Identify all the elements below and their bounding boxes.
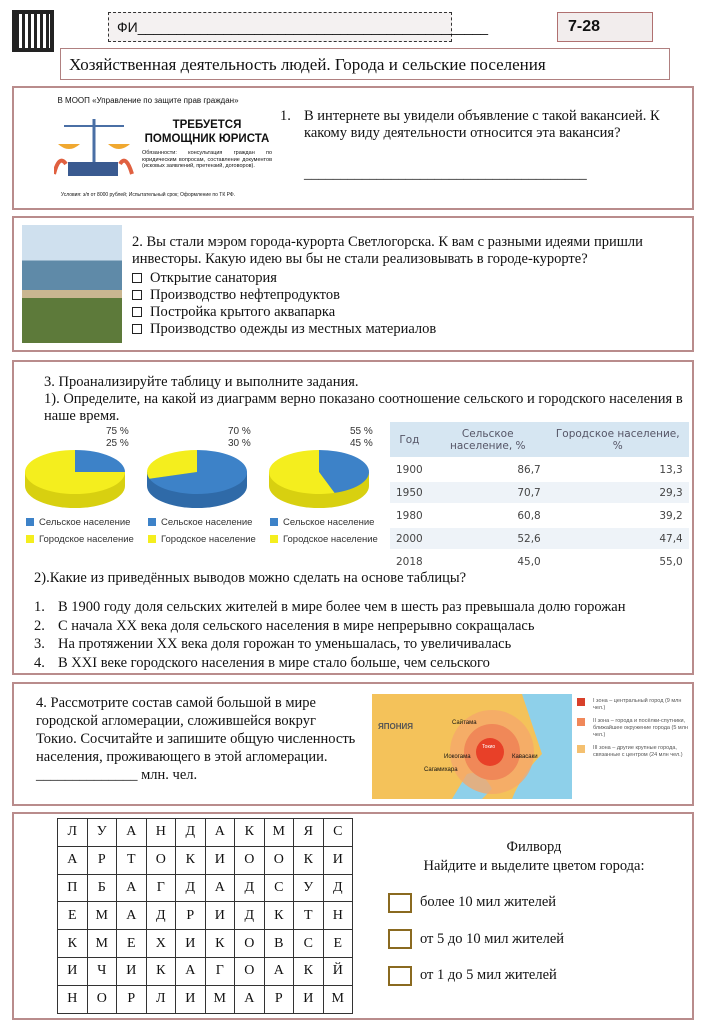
conclusion-text: На протяжении XX века доля горожан то уменьшалась, то увеличивалась bbox=[58, 636, 512, 652]
legend-label: Сельское население bbox=[39, 517, 131, 528]
grid-cell[interactable]: К bbox=[294, 957, 324, 985]
pie-data-label: 75 % bbox=[106, 426, 129, 437]
grid-cell[interactable]: О bbox=[146, 846, 176, 874]
grid-cell[interactable]: Б bbox=[87, 874, 117, 902]
grid-cell[interactable]: М bbox=[87, 902, 117, 930]
question-1 bbox=[12, 86, 694, 210]
sheet-number: 7-28 bbox=[557, 12, 653, 42]
ad-headline: ТРЕБУЕТСЯ bbox=[172, 119, 242, 131]
grid-cell[interactable]: Й bbox=[323, 957, 353, 985]
legend-swatch bbox=[148, 518, 156, 526]
map-label-country: ЯПОНИЯ bbox=[378, 722, 413, 731]
grid-cell[interactable]: И bbox=[176, 930, 206, 958]
legend-swatch bbox=[270, 535, 278, 543]
grid-cell[interactable]: Е bbox=[323, 930, 353, 958]
conclusion-item: 1. В 1900 году доля сельских жителей в мире более чем в шесть раз превышала долю горожан bbox=[34, 599, 626, 615]
grid-cell[interactable]: А bbox=[117, 819, 147, 847]
conclusion-text: С начала XX века доля сельского населения в мире непрерывно сокращалась bbox=[58, 617, 535, 634]
category-label: более 10 мил жителей bbox=[420, 894, 557, 910]
question-text: 2. Вы стали мэром города-курорта Светлогорска. К вам с разными идеями пришли инвесторы. Какую идею вы бы не стали реализовывать в городе-курорте? bbox=[132, 234, 643, 267]
ad-org: В МООП «Управление по защите прав граждан» bbox=[57, 96, 239, 105]
grid-cell[interactable]: Д bbox=[235, 902, 265, 930]
grid-cell[interactable]: А bbox=[235, 985, 265, 1013]
table-row bbox=[390, 504, 689, 527]
grid-cell[interactable]: К bbox=[205, 930, 235, 958]
grid-cell[interactable]: Д bbox=[323, 874, 353, 902]
pie-legend bbox=[26, 514, 134, 548]
color-box[interactable] bbox=[388, 966, 412, 986]
table-cell: 52,6 bbox=[429, 527, 547, 550]
task-1: 1). Определите, на какой из диаграмм верно показано соотношение сельского и городского населения в наше время. bbox=[44, 391, 683, 424]
tokyo-map bbox=[372, 694, 694, 799]
option-label: Постройка крытого аквапарка bbox=[150, 304, 336, 320]
fillword-grid bbox=[57, 818, 353, 1014]
fillword-subtitle: Найдите и выделите цветом города: bbox=[423, 858, 645, 874]
pie-charts bbox=[20, 426, 390, 546]
pie-chart bbox=[142, 426, 262, 546]
category-label: от 1 до 5 мил жителей bbox=[420, 967, 557, 984]
table-row bbox=[390, 458, 689, 481]
legend-label: Сельское население bbox=[161, 517, 253, 528]
legend-label: Городское население bbox=[161, 534, 256, 545]
ad-terms: Условия: з/п от 8000 рублей; Испытательный срок; Оформление по ТК РФ. bbox=[60, 192, 236, 198]
legend-swatch bbox=[270, 518, 278, 526]
grid-cell[interactable]: М bbox=[205, 985, 235, 1013]
grid-cell[interactable]: С bbox=[264, 874, 294, 902]
grid-cell[interactable]: К bbox=[235, 819, 265, 847]
grid-cell[interactable]: Х bbox=[146, 930, 176, 958]
category-item[interactable] bbox=[388, 965, 564, 986]
grid-cell[interactable]: Г bbox=[146, 874, 176, 902]
grid-cell[interactable]: К bbox=[58, 930, 88, 958]
grid-cell[interactable]: К bbox=[146, 957, 176, 985]
grid-cell[interactable]: Н bbox=[323, 902, 353, 930]
grid-cell[interactable]: О bbox=[87, 985, 117, 1013]
header-cell: Городское население, % bbox=[547, 422, 689, 458]
fillword-title: Филворд bbox=[506, 839, 562, 855]
table-row bbox=[390, 527, 689, 550]
pie-data-label: 45 % bbox=[350, 438, 373, 449]
grid-cell[interactable]: А bbox=[117, 902, 147, 930]
table-cell: 1950 bbox=[390, 481, 429, 504]
legend-item bbox=[148, 514, 256, 531]
legend-swatch bbox=[26, 535, 34, 543]
map-graphic bbox=[372, 694, 572, 799]
checkbox[interactable] bbox=[132, 273, 142, 283]
grid-cell[interactable]: И bbox=[117, 957, 147, 985]
legend-text: III зона – другие крупные города, связанные с центром (24 млн чел.) bbox=[593, 745, 683, 758]
legend-swatch bbox=[577, 718, 585, 726]
grid-row bbox=[58, 846, 353, 874]
pie-data-label: 30 % bbox=[228, 438, 251, 449]
grid-cell[interactable]: А bbox=[58, 846, 88, 874]
grid-cell[interactable]: А bbox=[205, 819, 235, 847]
task-2: 2).Какие из приведённых выводов можно сделать на основе таблицы? bbox=[34, 570, 467, 586]
grid-cell[interactable]: Д bbox=[235, 874, 265, 902]
grid-cell[interactable]: А bbox=[264, 957, 294, 985]
grid-cell[interactable]: И bbox=[323, 846, 353, 874]
question-2 bbox=[12, 216, 694, 352]
grid-cell[interactable]: Я bbox=[294, 819, 324, 847]
table-header-row bbox=[390, 422, 689, 458]
grid-row bbox=[58, 957, 353, 985]
grid-row bbox=[58, 902, 353, 930]
question-4 bbox=[12, 682, 694, 806]
grid-cell[interactable]: О bbox=[235, 957, 265, 985]
grid-row bbox=[58, 985, 353, 1013]
option[interactable] bbox=[132, 287, 436, 304]
option-label: Производство нефтепродуктов bbox=[150, 287, 340, 303]
category-item[interactable] bbox=[388, 929, 564, 950]
grid-row bbox=[58, 930, 353, 958]
grid-cell[interactable]: Л bbox=[58, 819, 88, 847]
grid-cell[interactable]: М bbox=[87, 930, 117, 958]
grid-cell[interactable]: О bbox=[235, 846, 265, 874]
name-field[interactable]: ФИ_____________________________________________ bbox=[108, 12, 452, 42]
option[interactable] bbox=[132, 321, 436, 338]
pie-data-label: 70 % bbox=[228, 426, 251, 437]
table-cell: 39,2 bbox=[547, 504, 689, 527]
legend-item bbox=[26, 514, 134, 531]
answer-field[interactable]: ______________ млн. чел. bbox=[36, 767, 198, 783]
ad-headline-2: ПОМОЩНИК ЮРИСТА bbox=[144, 133, 270, 145]
grid-cell[interactable]: Т bbox=[117, 846, 147, 874]
legend-item bbox=[148, 531, 256, 548]
grid-cell[interactable]: А bbox=[176, 957, 206, 985]
grid-cell[interactable]: Г bbox=[205, 957, 235, 985]
table-cell: 29,3 bbox=[547, 481, 689, 504]
population-table bbox=[390, 422, 689, 573]
grid-row bbox=[58, 874, 353, 902]
legend-item bbox=[270, 531, 378, 548]
grid-cell[interactable]: В bbox=[264, 930, 294, 958]
table-cell: 86,7 bbox=[429, 458, 547, 481]
question-number: 1. bbox=[280, 108, 291, 124]
grid-cell[interactable]: Р bbox=[264, 985, 294, 1013]
table-cell: 1980 bbox=[390, 504, 429, 527]
grid-cell[interactable]: К bbox=[264, 902, 294, 930]
category-item[interactable] bbox=[388, 892, 564, 913]
category-label: от 5 до 10 мил жителей bbox=[420, 930, 565, 947]
qr-code-icon bbox=[12, 10, 54, 52]
table-cell: 70,7 bbox=[429, 481, 547, 504]
legend-swatch bbox=[26, 518, 34, 526]
grid-cell[interactable]: Л bbox=[146, 985, 176, 1013]
pie-chart bbox=[264, 426, 384, 546]
table-cell: 47,4 bbox=[547, 527, 689, 550]
map-label-city: Сагамихара bbox=[424, 767, 458, 773]
pie-legend bbox=[148, 514, 256, 548]
grid-cell[interactable]: С bbox=[323, 819, 353, 847]
checkbox[interactable] bbox=[132, 324, 142, 334]
conclusion-item: 3. На протяжении XX века доля горожан то уменьшалась, то увеличивалась bbox=[34, 636, 512, 652]
question-intro: 3. Проанализируйте таблицу и выполните задания. bbox=[44, 374, 359, 390]
grid-cell[interactable]: А bbox=[117, 874, 147, 902]
question-text: В интернете вы увидели объявление с такой вакансией. К какому виду деятельности относится эта вакансия? bbox=[304, 108, 660, 141]
legend-label: Городское население bbox=[39, 534, 134, 545]
option-label: Открытие санатория bbox=[150, 270, 277, 286]
conclusion-item: 4. В XXI веке городского населения в мире стало больше, чем сельского bbox=[34, 654, 490, 671]
coast-photo bbox=[22, 225, 122, 343]
grid-cell[interactable]: Р bbox=[87, 846, 117, 874]
legend-swatch bbox=[577, 698, 585, 706]
grid-cell[interactable]: К bbox=[294, 846, 324, 874]
grid-cell[interactable]: Ч bbox=[87, 957, 117, 985]
legend-item bbox=[26, 531, 134, 548]
grid-cell[interactable]: Т bbox=[294, 902, 324, 930]
grid-cell[interactable]: И bbox=[205, 902, 235, 930]
grid-cell[interactable]: У bbox=[294, 874, 324, 902]
map-label-city: Кавасаки bbox=[512, 754, 538, 760]
grid-cell[interactable]: К bbox=[176, 846, 206, 874]
legend-item bbox=[270, 514, 378, 531]
legend-swatch bbox=[577, 745, 585, 753]
option-label: Производство одежды из местных материалов bbox=[150, 321, 437, 337]
grid-cell[interactable]: Н bbox=[146, 819, 176, 847]
legend-text: II зона – города и посёлки-спутники, ближайшее окружение города (5 млн чел.) bbox=[593, 718, 688, 738]
grid-cell[interactable]: М bbox=[264, 819, 294, 847]
grid-cell[interactable]: Д bbox=[146, 902, 176, 930]
table-cell: 2018 bbox=[390, 550, 429, 573]
grid-cell[interactable]: У bbox=[87, 819, 117, 847]
pie-legend bbox=[270, 514, 378, 548]
grid-cell[interactable]: Е bbox=[58, 902, 88, 930]
option[interactable] bbox=[132, 304, 436, 321]
scales-of-justice-icon bbox=[54, 114, 134, 184]
grid-row bbox=[58, 819, 353, 847]
grid-cell[interactable]: И bbox=[176, 985, 206, 1013]
question-5 bbox=[12, 812, 694, 1020]
pie-chart bbox=[20, 426, 140, 546]
ad-duties: Обязанности: консультация граждан по юридическим вопросам, составление документов (исковых заявлений, претензий, договоров). bbox=[142, 150, 272, 169]
grid-cell[interactable]: Р bbox=[117, 985, 147, 1013]
grid-cell[interactable]: М bbox=[323, 985, 353, 1013]
header-cell: Год bbox=[390, 422, 429, 458]
grid-cell[interactable]: С bbox=[294, 930, 324, 958]
answer-line[interactable]: _______________________________________ bbox=[304, 166, 587, 182]
grid-cell[interactable]: О bbox=[235, 930, 265, 958]
option[interactable] bbox=[132, 270, 436, 287]
pie-data-label: 55 % bbox=[350, 426, 373, 437]
legend-text: I зона – центральный город (9 млн чел.) bbox=[593, 698, 682, 711]
question-text: 4. Рассмотрите состав самой большой в мире городской агломерации, сложившейся вокруг Токио. Сосчитайте и запишите общую численность населения, проживающего в этой агломерации. bbox=[36, 695, 356, 765]
grid-cell[interactable]: Р bbox=[176, 902, 206, 930]
grid-cell[interactable]: П bbox=[58, 874, 88, 902]
table-cell: 1900 bbox=[390, 458, 429, 481]
table-row bbox=[390, 481, 689, 504]
question-3 bbox=[12, 360, 694, 675]
grid-cell[interactable]: И bbox=[58, 957, 88, 985]
job-ad-image bbox=[24, 92, 272, 206]
legend-label: Городское население bbox=[283, 534, 378, 545]
table-cell: 2000 bbox=[390, 527, 429, 550]
grid-cell[interactable]: А bbox=[205, 874, 235, 902]
pie-data-label: 25 % bbox=[106, 438, 129, 449]
grid-cell[interactable]: И bbox=[294, 985, 324, 1013]
grid-cell[interactable]: Д bbox=[176, 819, 206, 847]
header-cell: Сельское население, % bbox=[429, 422, 547, 458]
conclusion-item: 2. С начала XX века доля сельского населения в мире непрерывно сокращалась bbox=[34, 617, 535, 634]
map-label-city: Сайтама bbox=[452, 720, 477, 726]
conclusion-text: В 1900 году доля сельских жителей в мире более чем в шесть раз превышала долю горожан bbox=[58, 599, 626, 615]
grid-cell[interactable]: Е bbox=[117, 930, 147, 958]
grid-cell[interactable]: О bbox=[264, 846, 294, 874]
legend-swatch bbox=[148, 535, 156, 543]
pie-slice-rural bbox=[75, 450, 125, 472]
conclusion-text: В XXI веке городского населения в мире стало больше, чем сельского bbox=[58, 654, 490, 671]
grid-cell[interactable]: И bbox=[205, 846, 235, 874]
legend-label: Сельское население bbox=[283, 517, 375, 528]
map-label-city: Иокогама bbox=[444, 754, 471, 760]
checkbox[interactable] bbox=[132, 290, 142, 300]
table-cell: 55,0 bbox=[547, 550, 689, 573]
color-box[interactable] bbox=[388, 929, 412, 949]
page-title: Хозяйственная деятельность людей. Города и сельские поселения bbox=[60, 48, 670, 80]
table-cell: 13,3 bbox=[547, 458, 689, 481]
table-cell: 60,8 bbox=[429, 504, 547, 527]
grid-cell[interactable]: Н bbox=[58, 985, 88, 1013]
checkbox[interactable] bbox=[132, 307, 142, 317]
map-label-city: Токио bbox=[482, 744, 496, 750]
color-box[interactable] bbox=[388, 893, 412, 913]
grid-cell[interactable]: Д bbox=[176, 874, 206, 902]
table-cell: 45,0 bbox=[429, 550, 547, 573]
